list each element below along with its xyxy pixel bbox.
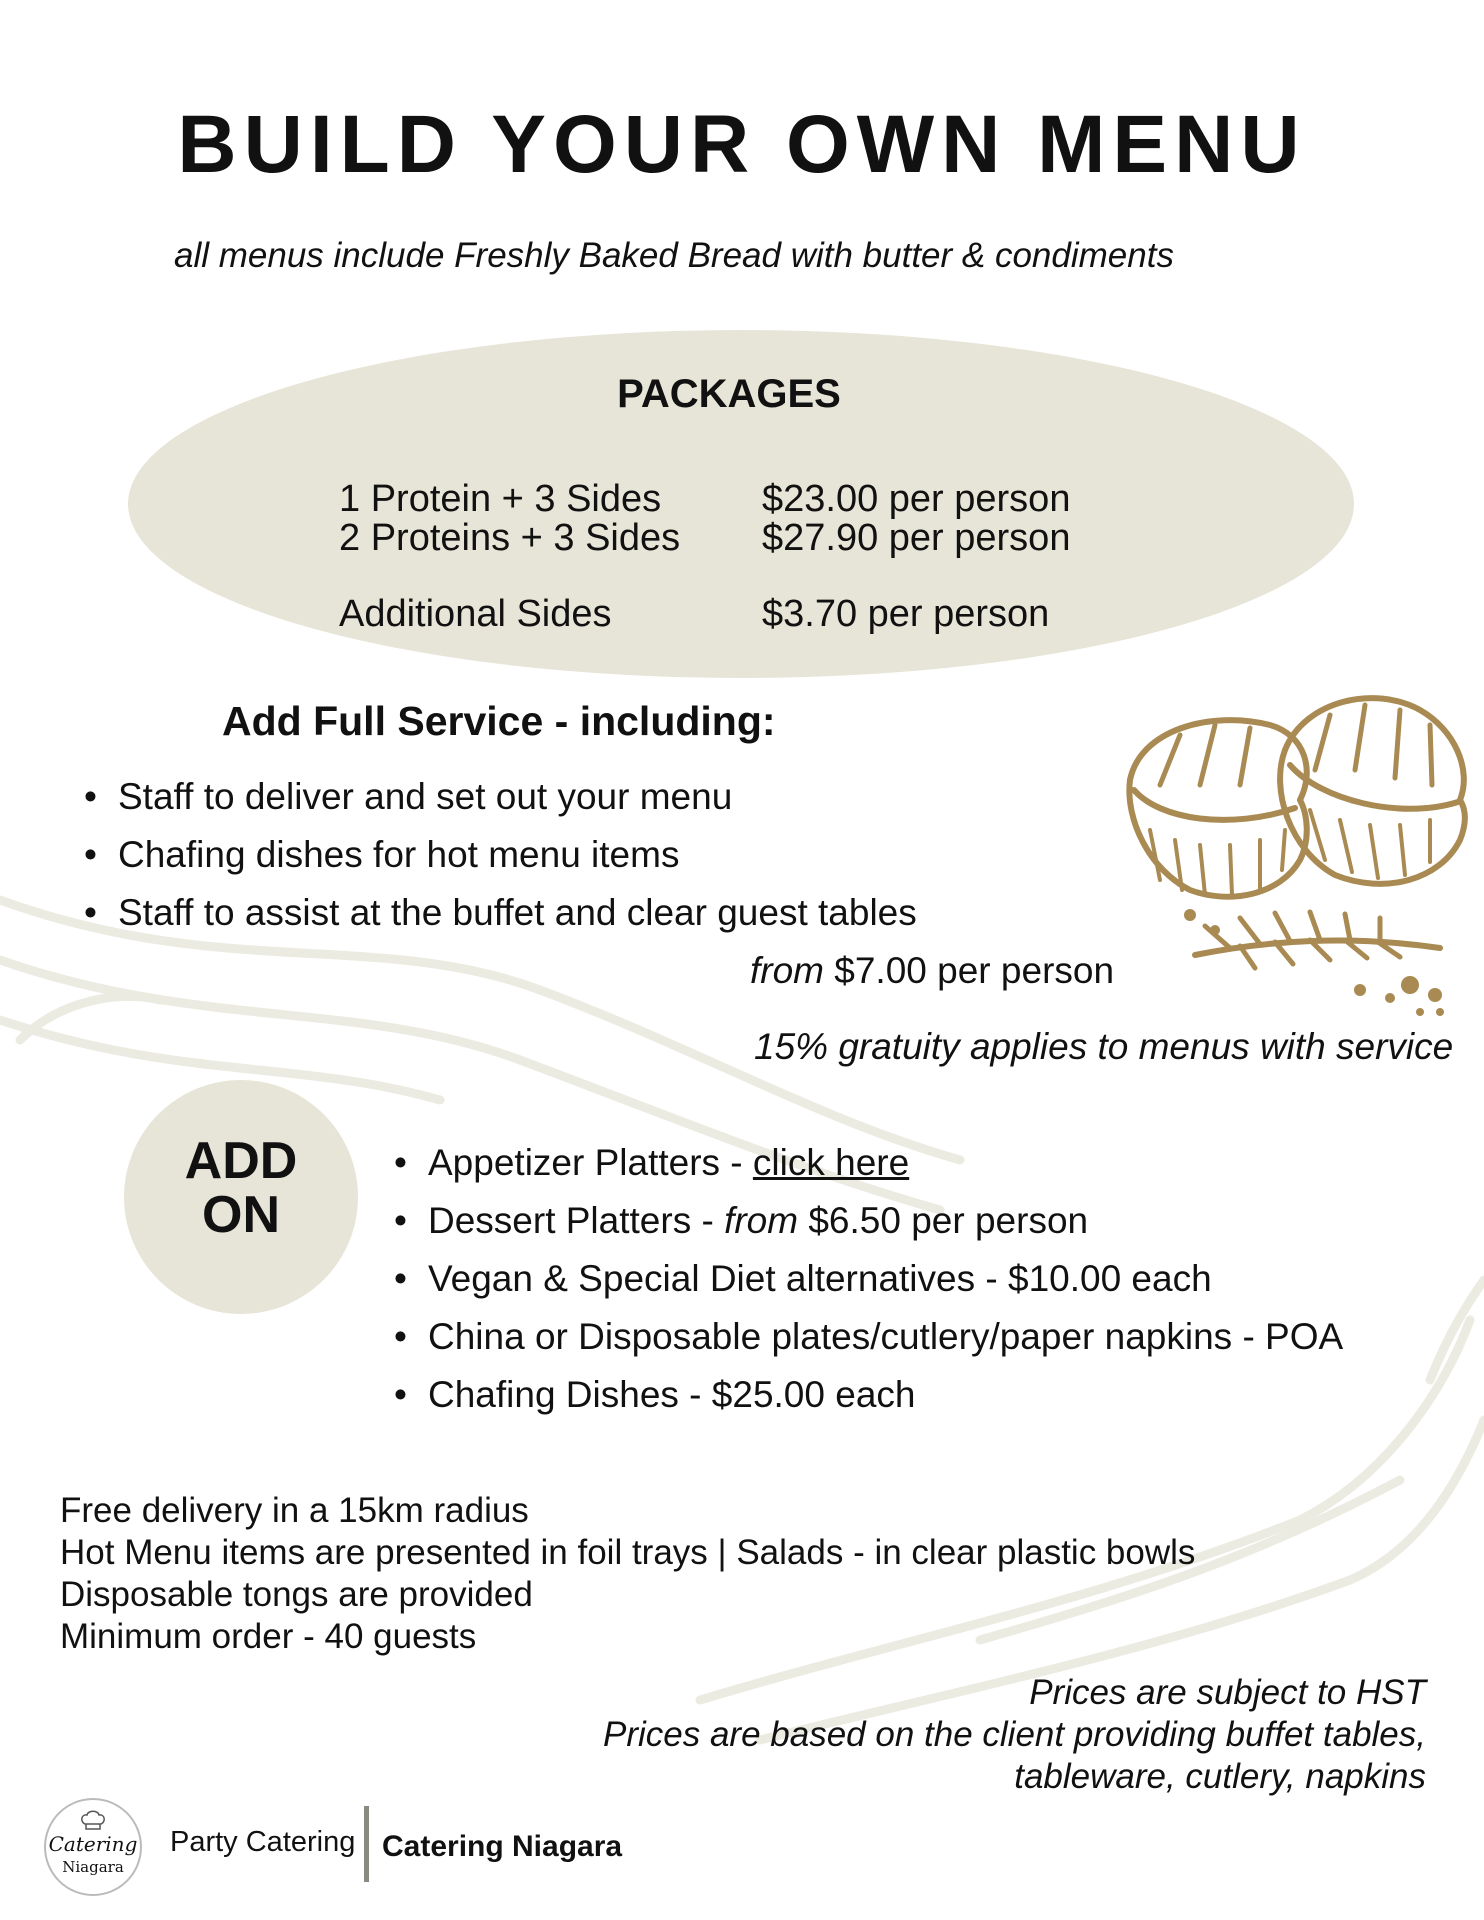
dessert-price: $6.50 per person — [798, 1200, 1089, 1241]
list-item-vegan: • Vegan & Special Diet alternatives - $10.00 each — [428, 1258, 1343, 1316]
catering-niagara-logo — [44, 1798, 142, 1896]
package-price: $23.00 per person — [762, 478, 1071, 520]
add-on-label-line: ADD — [184, 1132, 298, 1190]
list-item-chafing: • Chafing Dishes - $25.00 each — [428, 1374, 1343, 1432]
note-line: Hot Menu items are presented in foil trays | Salads - in clear plastic bowls — [60, 1533, 1196, 1572]
price-value: $7.00 per person — [834, 950, 1115, 991]
add-on-label — [124, 1134, 358, 1242]
note-line: Disposable tongs are provided — [60, 1575, 533, 1614]
page-title: BUILD YOUR OWN MENU — [177, 99, 1307, 190]
gratuity-note: 15% gratuity applies to menus with service — [754, 1026, 1454, 1067]
add-on-label-line: ON — [202, 1186, 280, 1244]
package-name: 2 Proteins + 3 Sides — [339, 517, 681, 559]
logo-line: Niagara — [62, 1858, 124, 1876]
price-prefix: from — [750, 950, 824, 991]
logo-line: Catering — [48, 1832, 138, 1856]
add-on-list — [428, 1142, 1343, 1432]
legal-line: Prices are based on the client providing buffet tables, — [603, 1715, 1426, 1754]
full-service-list — [118, 776, 917, 950]
footer-divider — [364, 1806, 369, 1882]
appetizer-text: Appetizer Platters - — [428, 1142, 753, 1183]
full-service-price — [750, 950, 1114, 992]
chef-hat-icon — [80, 1810, 106, 1830]
package-price: $3.70 per person — [762, 593, 1050, 635]
footer-party-catering: Party Catering — [170, 1826, 356, 1858]
package-name: Additional Sides — [339, 593, 612, 635]
page-subtitle: all menus include Freshly Baked Bread with butter & condiments — [174, 236, 1174, 275]
list-item-china: • China or Disposable plates/cutlery/paper napkins - POA — [428, 1316, 1343, 1374]
legal-line: tableware, cutlery, napkins — [1014, 1757, 1426, 1796]
packages-heading: PACKAGES — [617, 372, 841, 416]
dessert-from: from — [724, 1200, 799, 1241]
note-line: Minimum order - 40 guests — [60, 1617, 477, 1656]
steak-illustration-icon — [1120, 690, 1480, 1020]
list-item: • Chafing dishes for hot menu items — [118, 834, 917, 892]
delivery-notes — [60, 1490, 1195, 1658]
package-price: $27.90 per person — [762, 517, 1071, 559]
appetizer-link[interactable]: click here — [752, 1142, 910, 1183]
full-service-heading: Add Full Service - including: — [222, 698, 776, 744]
legal-notes — [603, 1672, 1426, 1798]
list-item-dessert — [428, 1200, 1343, 1258]
list-item: • Staff to assist at the buffet and clear guest tables — [118, 892, 917, 950]
list-item: • Staff to deliver and set out your menu — [118, 776, 917, 834]
dessert-text: Dessert Platters - — [428, 1200, 725, 1241]
footer-brand: Catering Niagara — [382, 1830, 623, 1863]
package-name: 1 Protein + 3 Sides — [339, 478, 662, 520]
list-item-appetizer — [428, 1142, 1343, 1200]
legal-line: Prices are subject to HST — [1029, 1673, 1426, 1712]
note-line: Free delivery in a 15km radius — [60, 1491, 529, 1530]
